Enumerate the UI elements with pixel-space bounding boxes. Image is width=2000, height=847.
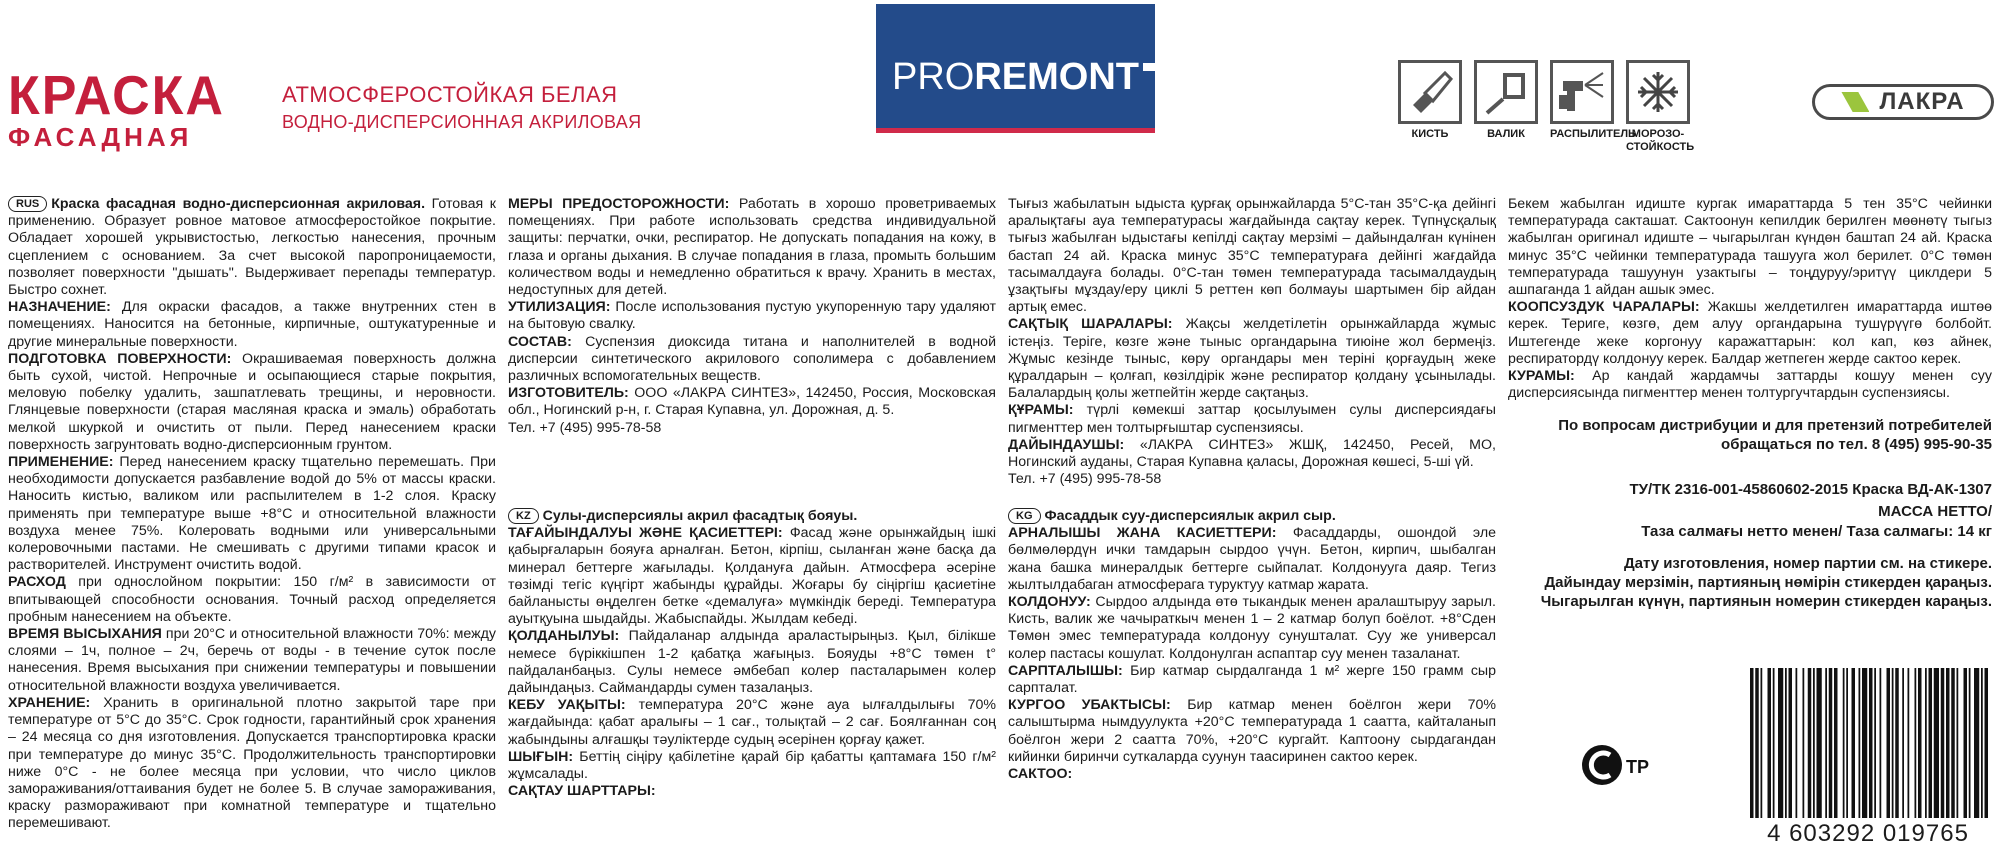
dist-line1: По вопросам дистрибуции и для претензий потребителей [1558, 417, 1992, 434]
rus-disposal: После использования пустую укупоренную тару удаляют на бытовую свалку. [508, 299, 996, 333]
barcode-bar [1934, 668, 1939, 818]
rus-purpose: Для окраски фасадов, а также внутренних стен в помещениях. Наносится на бетонные, кирпичные, оштукатуренные и другие минеральные поверхности. [8, 299, 496, 350]
rus-phone: Тел. +7 (495) 995-78-58 [508, 419, 662, 436]
date-line2: Дайындау мерзімін, партияның нөмірін стикерден қараңыз. [1544, 574, 1992, 591]
barcode-bar [1981, 668, 1983, 818]
barcode-bar [1915, 668, 1917, 818]
application-tools [1398, 60, 1695, 153]
netto-line: Таза салмағы нетто менен/ Таза салмагы: 14 кг [1641, 523, 1992, 540]
brand-stripe [876, 128, 1155, 133]
lakra-logo [1812, 84, 1994, 120]
column-kz [508, 508, 996, 847]
rus-maker: ООО «ЛАКРА СИНТЕЗ», 142450, Россия, Московская обл., Ногинский р-н, г. Старая Купавна, ул. Дорожная, д. 5. [508, 385, 996, 419]
kz-maker: «ЛАКРА СИНТЕЗ» ЖШҚ, 142450, Ресей, МО, Ногинский ауданы, Старая Купавна қаласы, Дорожная көшесі, 5-ші үй. [1008, 436, 1496, 471]
barcode-bar [1859, 668, 1861, 818]
kz-usage-head: ҚОЛДАНЫЛУЫ: [508, 628, 620, 645]
paint-roller-icon [1141, 59, 1183, 93]
kz-head: Сулы-дисперсиялы акрил фасадтық бояуы. [542, 508, 858, 524]
barcode-bar [1874, 668, 1876, 818]
kg-dry-head: КУРГОО УБАКТЫСЫ: [1008, 697, 1171, 714]
barcode-bar [1785, 668, 1787, 818]
kz-props-head: ТАҒАЙЫНДАЛУЫ ЖӘНЕ ҚАСИЕТТЕРІ: [508, 525, 783, 542]
barcode-bar [1803, 668, 1805, 818]
rus-maker-head: ИЗГОТОВИТЕЛЬ: [508, 385, 629, 402]
rus-composition-head: СОСТАВ: [508, 333, 572, 350]
brand-remont: REMONT [974, 56, 1140, 98]
rus-purpose-head: НАЗНАЧЕНИЕ: [8, 299, 111, 316]
tool-roller-label: ВАЛИК [1487, 128, 1525, 140]
tool-spray-label: РАСПЫЛИТЕЛЬ [1550, 128, 1636, 140]
tool-frost-label: МОРОЗО-СТОЙКОСТЬ [1626, 128, 1695, 153]
kg-head: Фасаддык суу-дисперсиялык акрил сыр. [1044, 508, 1336, 524]
kg-comp-head: КУРАМЫ: [1508, 368, 1575, 385]
kg-cons-head: САРПТАЛЫШЫ: [1008, 662, 1123, 679]
barcode-bar [1964, 668, 1968, 818]
column-kg [1008, 508, 1496, 847]
product-subtitle [282, 82, 641, 134]
lang-badge-kz: KZ [508, 508, 539, 524]
kg-props-head: АРНАЛЫШЫ ЖАНА КАСИЕТТЕРИ: [1008, 525, 1277, 542]
kz-comp: түрлі көмекші заттар қосылуымен сулы дисперсиядағы пигменттер мен толтырғыштар суспензиясы. [1008, 402, 1496, 436]
rus-safety: Работать в хорошо проветриваемых помещениях. При работе использовать средства индивидуальной защиты: перчатки, очки, респиратор. Не допускать попадания на кожу, в глаза и органы дыхания. В случае попадания в глаза, промыть большим количеством воды и немедленно обратиться к врачу. Хранить в местах, недоступных для детей. [508, 196, 996, 299]
mass-line: МАССА НЕТТО/ [1878, 503, 1992, 520]
kz-maker-head: ДАЙЫНДАУШЫ: [1008, 436, 1125, 453]
barcode-bar [1880, 668, 1882, 818]
barcode-bar [1974, 668, 1979, 818]
barcode-bar [1825, 668, 1827, 818]
barcode-bar [1985, 668, 1989, 818]
date-line1: Дату изготовления, номер партии см. на стикере. [1623, 555, 1992, 572]
barcode-bar [1773, 668, 1775, 818]
rus-consumption-head: РАСХОД [8, 574, 66, 591]
barcode-bar [1808, 668, 1812, 818]
brush-icon [1398, 60, 1462, 124]
barcode-bar [1918, 668, 1922, 818]
kz-storage-head: САҚТАУ ШАРТТАРЫ: [508, 783, 656, 800]
kz-cons: Беттің сіңіру қабілетіне қарай бір қабатты қаптамаға 150 г/м² жұмсалады. [508, 748, 996, 783]
tu-line: ТУ/ТК 2316-001-45860602-2015 Краска ВД-АК-1307 [1629, 481, 1992, 498]
svg-text:ТР: ТР [1626, 757, 1650, 777]
rus-intro-head: Краска фасадная водно-дисперсионная акриловая. [51, 196, 426, 212]
barcode-bar [1887, 668, 1891, 818]
barcode-bar [1750, 668, 1754, 818]
barcode-bar [1925, 668, 1927, 818]
kz-props: Фасад және орынжайдың ішкі қабырғаларын бояуға арналған. Бетон, кірпіш, сыланған және басқа да минерал беттерге жағылады. Қолдануға дайын. Атмосфера әсеріне төзімді тегіс күңгірт жабынды құрайды. Жоғары бу сіңіргіш қасиетіне байланысты өңделген бетке «демалуға» мүмкіндік береді. Температура ауытқуына шыдайды. Жабыспайды. Жылдам кебеді. [508, 525, 996, 628]
product-title [8, 65, 225, 152]
rus-storage: Хранить в оригинальной плотно закрытой таре при температуре от 5°С до 35°С. Срок годности, гарантийный срок хранения – 24 месяца со дня изготовления. Допускается транспортировка краски при температуре до минус 35°С. Продолжительность транспортировки ниже 0°С - не более месяца при условии, что число циклов замораживания/оттаивания будет не более 5. В случае замораживания, краску размораживают при комнатной температуре и тщательно перемешивают. [8, 694, 496, 832]
barcode-bar [1957, 668, 1959, 818]
rus-apply: Перед нанесением краску тщательно перемешать. При необходимости допускается разбавление водой до 5% от массы краски. Наносить кистью, валиком или распылителем в 1-2 слоя. Краску применять при температуре выше +8°С и относительной влажности воздуха менее 75%. Колеровать водными или универсальными колеровочными пастами. Не смешивать с другими типами красок и растворителей. Инструмент очистить водой. [8, 454, 496, 574]
roller-icon [1474, 60, 1538, 124]
kg-safety: Жакшы желдетилген имараттарда иштөө керек. Териге, көзгө, дем алуу органдарына тушүрүүгө болбойт. Иштегенде жеке коргонуу каражаттарын: кол кап, көз айнек, респиратордү колдонуу керек. Балдар жетпеген жерде сактоо керек. [1508, 299, 1992, 367]
brand-pro: PRO [892, 56, 975, 98]
kz-dry-head: КЕБУ УАҚЫТЫ: [508, 697, 626, 714]
barcode-bar [1951, 668, 1955, 818]
barcode-bar [1761, 668, 1763, 818]
product-title-line1: КРАСКА [8, 65, 225, 127]
kz-usage: Пайдаланар алдында араластырыңыз. Қыл, білікше немесе бүріккішпен 1-2 қабатқа жағыңыз. Бояуды +8°С төмен t° пайдаланбаңыз. Сулы немесе әмбебап колер пасталарымен колер дайындаңыз. Саймандарды сумен тазалаңыз. [508, 628, 996, 697]
snowflake-icon [1626, 60, 1690, 124]
spray-icon [1550, 60, 1614, 124]
barcode-bar [1862, 668, 1867, 818]
barcode-bar [1969, 668, 1971, 818]
distribution-info [1508, 416, 1992, 454]
subtitle-line1: АТМОСФЕРОСТОЙКАЯ БЕЛАЯ [282, 82, 618, 107]
barcode-bar [1902, 668, 1904, 818]
barcode-bar [1768, 668, 1772, 818]
date-line3: Чыгарылган күнүн, партиянын номерин стикерден караңыз. [1540, 593, 1992, 610]
tool-brush-label: КИСТЬ [1411, 128, 1449, 140]
kg-cons: Бир катмар сырдалганда 1 м² жерге 150 грамм сыр сарпталат. [1008, 662, 1496, 697]
lakra-mark-icon [1841, 92, 1869, 112]
barcode-bar [1852, 668, 1856, 818]
proremont-logo [876, 4, 1155, 132]
rus-prep: Окрашиваемая поверхность должна быть сухой, чистой. Непрочные и осыпающиеся старые покрытия, меловую побелку удалить, зашпатлевать трещины, и неровности. Глянцевые поверхности (старая масляная краска и эмаль) обработать мелкой шкуркой и очистить от пыли. Перед нанесением краски поверхность загрунтовать водно-дисперсионным грунтом. [8, 350, 496, 453]
rus-disposal-head: УТИЛИЗАЦИЯ: [508, 299, 611, 316]
rus-drying-head: ВРЕМЯ ВЫСЫХАНИЯ [8, 626, 162, 643]
kz-safety-head: САҚТЫҚ ШАРАЛАРЫ: [1008, 316, 1173, 333]
barcode-bar [1834, 668, 1838, 818]
date-info [1508, 554, 1992, 611]
kz-safety: Жақсы желдетілетін орынжайларда жұмыс істеңіз. Теріге, көзге және тыныс органдарына тиюіне жол бермеңіз. Жұмыс кезінде тыныс, көру органдары мен теріні қорғаудың жеке құралдарын – қолғап, көзілдірік және респиратор қолдану ұсынылады. Балалардың қолы жетпейтін жерде сақтаңыз. [1008, 316, 1496, 402]
kz-comp-head: ҚҰРАМЫ: [1008, 402, 1074, 419]
eac-certification-icon [1580, 742, 1650, 788]
tool-roller [1474, 60, 1538, 153]
kg-storage: Бекем жабылган идиште кургак имараттарда 5 тен 35°С чейинки температурада сакташат. Сактоонун кепилдик берилген мөөнөтү тыгыз жабылган оригинал идиште – чыгарылган күндөн баштап 24 ай. Краска минус 35°С чейинки температурада ташууга жол берилет. 0°С төмөн температурада ташуунун узактыгы – тоңдуруу/эритүү циклдери 5 ашпаганда 1 айдан ашык эмес. [1508, 196, 1992, 299]
column-kz-cont [1008, 196, 1496, 496]
product-title-line2: ФАСАДНАЯ [8, 122, 193, 152]
lang-badge-kg: KG [1008, 508, 1041, 524]
rus-storage-head: ХРАНЕНИЕ: [8, 694, 91, 711]
barcode-bar [1869, 668, 1873, 818]
barcode-bar [1895, 668, 1899, 818]
tool-spray [1550, 60, 1636, 153]
rus-safety-head: МЕРЫ ПРЕДОСТОРОЖНОСТИ: [508, 196, 730, 212]
barcode [1746, 668, 1992, 818]
dist-line2: обращаться по тел. 8 (495) 995-90-35 [1721, 436, 1992, 453]
barcode-number: 4 603292 019765 [1767, 820, 1969, 847]
rus-composition: Суспензия диоксида титана и наполнителей в водной дисперсии синтетического акрилового сополимера с добавлением различных вспомогательных веществ. [508, 333, 996, 385]
barcode-bar [1908, 668, 1910, 818]
tool-frost [1626, 60, 1695, 153]
barcode-bar [1829, 668, 1833, 818]
barcode-bar [1796, 668, 1798, 818]
barcode-bar [1892, 668, 1894, 818]
rus-drying: при 20°С и относительной влажности 70%: между слоями – 1ч, полное – 2ч, беречь от воды - в течение суток после нанесения. Время высыхания при снижении температуры и повышении относительной влажности воздуха увеличивается. [8, 626, 496, 694]
barcode-bar [1813, 668, 1815, 818]
kz-cons-head: ШЫҒЫН: [508, 748, 574, 765]
barcode-bar [1843, 668, 1845, 818]
barcode-bar [1846, 668, 1848, 818]
kg-dry: Бир катмар менен боёлгон жери 70% салыштырма нымдуулукта +20°С температурада 1 саатта, кайталанып боёлгон жери 2 саатта 70%, +20°С кургайт. Каптоону сырдагандан кийинки биринчи суткаларда суунун таасиринен сактоо керек. [1008, 697, 1496, 765]
barcode-bar [1817, 668, 1822, 818]
kg-props: Фасаддарды, ошондой эле бөлмөлөрдүн ички тамдарын сырдоо үчүн. Бетон, кирпич, шыбалган жана башка минералдык беттерге сыйпалат. Колдонууга даяр. Тегиз жылтылдабаган атмосферага туруктуу катмар жарата. [1008, 525, 1496, 593]
barcode-bar [1778, 668, 1783, 818]
kz-phone: Тел. +7 (495) 995-78-58 [1008, 471, 1162, 488]
kz-dry: температура 20°С және ауа ылғалдылығы 70% жағдайында: қабат аралығы – 1 сағ., толықтай – 2 сағ. Боялғаннан соң жабындыны алғашқы тәуліктерде судың әсерінен қорғау қажет. [508, 697, 996, 748]
kg-safety-head: КООПСУЗДУК ЧАРАЛАРЫ: [1508, 299, 1700, 316]
column-kg-cont [1508, 196, 1992, 402]
column-rus-kz [508, 196, 996, 508]
rus-apply-head: ПРИМЕНЕНИЕ: [8, 454, 114, 471]
rus-prep-head: ПОДГОТОВКА ПОВЕРХНОСТИ: [8, 350, 232, 367]
tool-brush [1398, 60, 1462, 153]
lakra-logo-text: ЛАКРА [1879, 88, 1965, 115]
barcode-bar [1946, 668, 1950, 818]
column-rus [8, 196, 496, 847]
barcode-bar [1929, 668, 1933, 818]
kg-usage-head: КОЛДОНУУ: [1008, 594, 1091, 611]
kz-storage: Тығыз жабылатын ыдыста қурғақ орынжайларда 5°С-тан 35°С-қа дейінгі аралықтағы ауа температурасы жағдайында сақтау керек. Түпнұсқалық тығыз жабылған ыдыстағы кепілді сақтау мерзімі – дайындалған күнінен бастап 24 ай. Краска минус 35°С температураға дейінгі жағдайда тасымалдауға болады. 0°С-тан төмен температурада тасымалдаудың ұзақтығы мұздау/еру циклі 5 реттен көп болмауы шартымен бір айдан артық емес. [1008, 196, 1496, 316]
barcode-bar [1789, 668, 1793, 818]
lang-badge-rus: RUS [8, 196, 47, 212]
barcode-bar [1941, 668, 1945, 818]
kg-storage-head: САКТОО: [1008, 766, 1073, 783]
subtitle-line2: ВОДНО-ДИСПЕРСИОННАЯ АКРИЛОВАЯ [282, 112, 642, 133]
rus-consumption: при однослойном покрытии: 150 г/м² в зависимости от впитывающей способности основания. Точный расход определяется пробным нанесением на объекте. [8, 574, 496, 625]
kg-usage: Сырдоо алдында өтө тыкандык менен аралаштыруу зарыл. Кисть, валик же чачыраткыч менен 1 – 2 катмар болуп боёлот. +8°Сден Төмөн эмес температурада колдонуу сунушталат. Суу же универсал колер пастасы кошулат. Колдонулган аспаптар суу менен тазаланат. [1008, 594, 1496, 662]
barcode-bar [1755, 668, 1759, 818]
rus-intro: Готовая к применению. Образует ровное матовое атмосферостойкое покрытие. Обладает хорошей укрывистостью, легкостью нанесения, прочным сцеплением с основанием. За счет высокой паропроницаемости, позволяет поверхности "дышать". Выдерживает перепады температур. Быстро сохнет. [8, 196, 496, 299]
kg-comp: Ар кандай жардамчы заттарды кошуу менен суу дисперсиясында пигменттер менен толтургучтардын суспензиясы. [1508, 368, 1992, 402]
